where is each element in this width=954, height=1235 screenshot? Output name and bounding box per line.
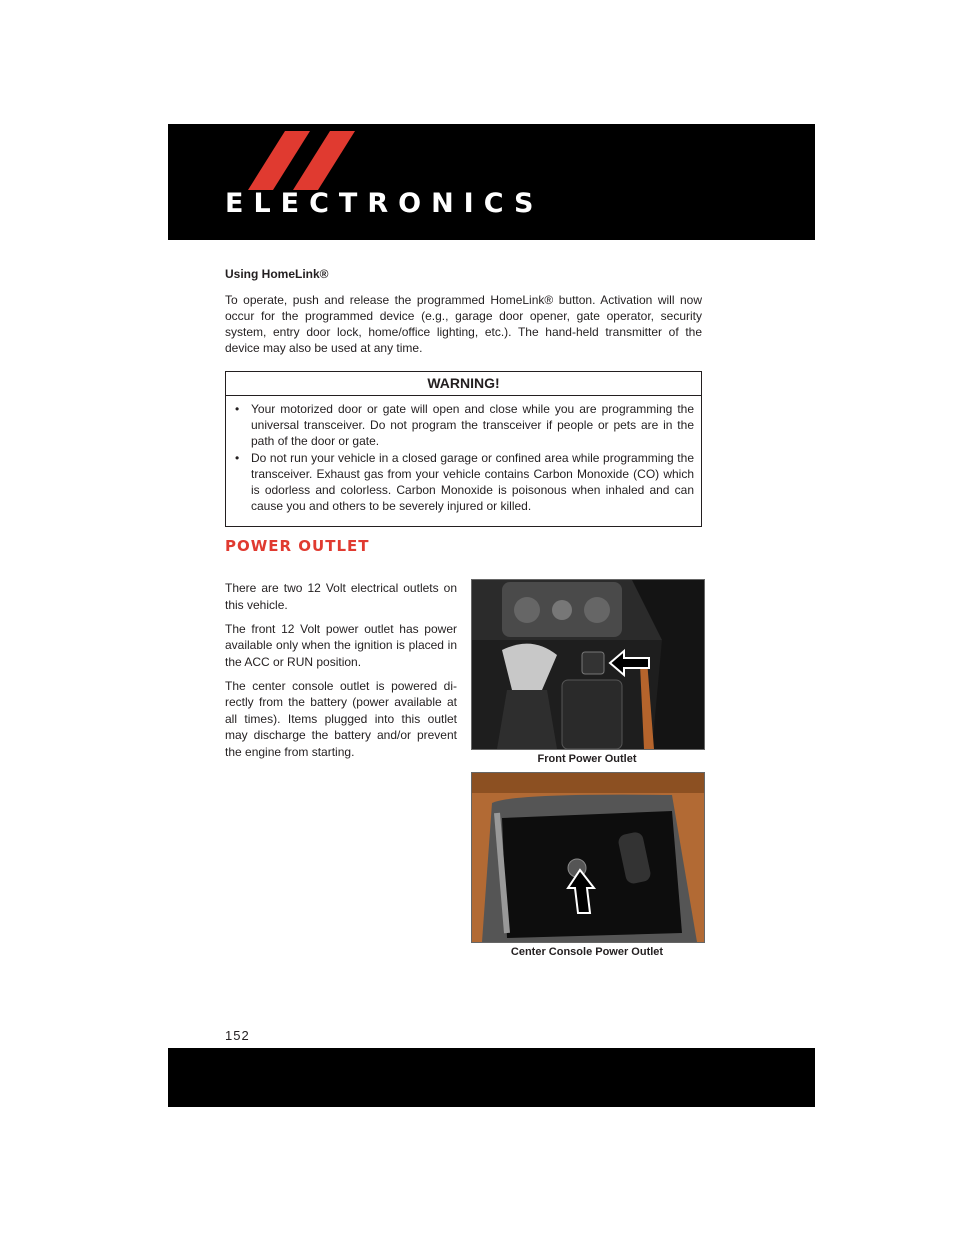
homelink-paragraph: To operate, push and release the programmed HomeLink® button. Activation will now occur for the programmed device (e.g., garage door opener, gate operator, security system, entry door lock, home/office lighting, etc.). The hand-held transmitter of the device may also be used at any time. [225, 293, 702, 355]
chapter-header [168, 124, 815, 240]
console-outlet-caption: Center Console Power Outlet [510, 946, 664, 958]
warning-box [225, 371, 702, 527]
footer-band [168, 1048, 815, 1107]
bullet-icon: • [235, 450, 240, 465]
chapter-title: ELECTRONICS [225, 188, 544, 219]
warning-title: WARNING! [226, 372, 701, 396]
warning-item [233, 450, 694, 515]
power-outlet-paragraph: The front 12 Volt power outlet has power available only when the ignition is placed in the ACC or RUN position. [225, 621, 457, 669]
center-console-outlet-photo [471, 772, 705, 943]
page-number: 152 [225, 1028, 250, 1043]
power-outlet-text [225, 580, 457, 768]
homelink-body [225, 292, 702, 356]
power-outlet-heading: POWER OUTLET [225, 537, 370, 555]
warning-item [233, 401, 694, 450]
warning-item-text: Your motorized door or gate will open and close while you are programming the universal transceiver. Do not program the transceiver if people or pets are in the path of the door or gate. [251, 402, 694, 449]
console-outlet-illustration [472, 773, 704, 942]
power-outlet-paragraph: The center console outlet is powered di-rectly from the battery (power available at all times). Items plugged into this outlet may discharge the battery and/or prevent the engine from starting. [225, 678, 457, 759]
bullet-icon: • [235, 402, 240, 416]
brand-stripes-logo [248, 131, 360, 190]
power-outlet-paragraph: There are two 12 Volt electrical outlets on this vehicle. [225, 581, 457, 612]
warning-list [226, 396, 701, 514]
front-outlet-illustration [472, 580, 704, 749]
front-power-outlet-photo [471, 579, 705, 750]
homelink-heading: Using HomeLink® [225, 267, 329, 281]
front-outlet-caption: Front Power Outlet [537, 753, 637, 765]
warning-item-text: Do not run your vehicle in a closed garage or confined area while programming the transceiver. Exhaust gas from your vehicle contains Carbon Monoxide (CO) which is odorless and colorless. Carbon Monoxide is poisonous when inhaled and can cause you and others to be severely injured or killed. [251, 450, 694, 514]
